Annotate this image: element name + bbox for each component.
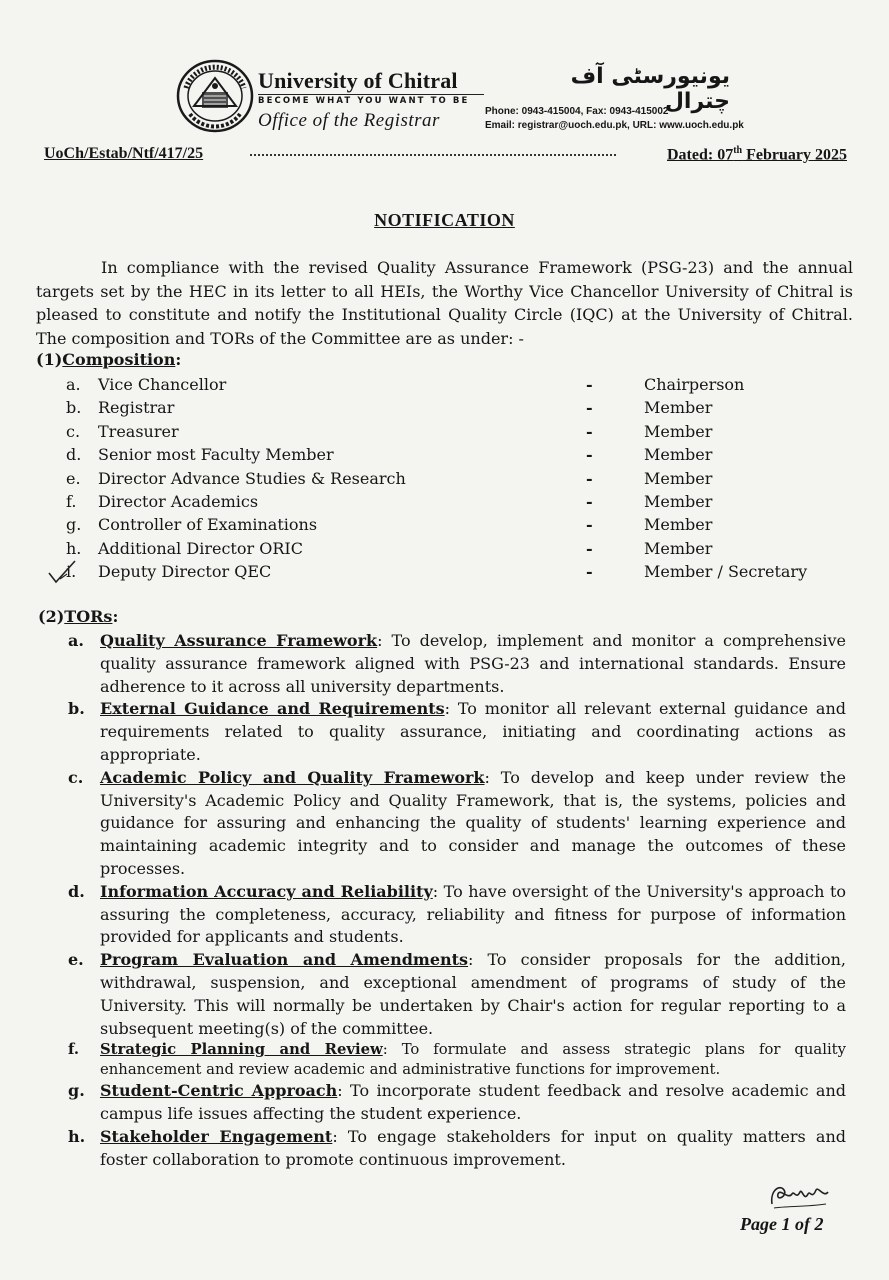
date-superscript: th xyxy=(733,145,743,156)
member-role: Additional Director ORIC xyxy=(98,538,303,558)
tor-letter: b. xyxy=(68,699,85,719)
composition-row xyxy=(66,513,856,536)
tor-letter: h. xyxy=(68,1126,86,1146)
date-suffix: February 2025 xyxy=(742,146,847,164)
tor-heading: Strategic Planning and Review xyxy=(100,1041,383,1059)
composition-row xyxy=(66,373,856,396)
member-dash: - xyxy=(586,398,593,418)
member-dash: - xyxy=(586,375,593,394)
member-letter: b. xyxy=(66,398,82,418)
member-position: Member xyxy=(644,445,713,465)
tor-text: : To develop, implement and monitor a comprehensive quality assurance framework aligned with PSG-23 and international standards. Ensure adherence to it across all university departments. xyxy=(100,631,846,696)
member-role: Controller of Examinations xyxy=(98,515,318,535)
tor-text: : To consider proposals for the addition, withdrawal, suspension, and exceptional amendment of programs of study of the University. This will normally be undertaken by Chair's action for regular reporting to a subsequent meeting(s) of the committee. xyxy=(100,950,846,1038)
tor-item xyxy=(68,949,846,1040)
member-dash: - xyxy=(586,468,593,488)
composition-row xyxy=(66,537,856,560)
tor-letter: c. xyxy=(68,767,84,787)
member-dash: - xyxy=(586,445,593,465)
member-letter: c. xyxy=(66,421,81,441)
tor-letter: e. xyxy=(68,950,84,970)
tor-item xyxy=(68,767,846,881)
tors-heading-text: TORs xyxy=(64,607,113,626)
member-dash: - xyxy=(586,562,593,582)
member-position: Member xyxy=(644,491,713,511)
composition-row xyxy=(66,443,856,466)
intro-paragraph: In compliance with the revised Quality Assurance Framework (PSG-23) and the annual targets set by the HEC in its letter to all HEIs, the Worthy Vice Chancellor University of Chitral is pleased to constitute and notify the Institutional Quality Circle (IQC) at the University of Chitral. The composition and TORs of the Committee are as under: - xyxy=(36,258,853,348)
tors-list xyxy=(68,630,846,1172)
tor-text: : To engage stakeholders for input on quality matters and foster collaboration to promote continuous improvement. xyxy=(100,1126,846,1169)
checkmark-icon xyxy=(47,559,77,585)
member-letter: i. xyxy=(66,562,77,582)
member-role: Vice Chancellor xyxy=(98,375,227,394)
university-tagline: BECOME WHAT YOU WANT TO BE xyxy=(258,96,470,106)
member-dash: - xyxy=(586,515,593,535)
tor-heading: Stakeholder Engagement xyxy=(100,1126,333,1146)
composition-number: (1) xyxy=(36,350,63,369)
composition-list xyxy=(66,373,856,584)
date-prefix: Dated: 07 xyxy=(667,146,734,164)
tor-letter: f. xyxy=(68,1041,79,1059)
tor-heading: Student-Centric Approach xyxy=(100,1081,338,1101)
member-role: Director Academics xyxy=(98,491,259,511)
handwritten-signature xyxy=(766,1180,832,1212)
tors-number: (2) xyxy=(38,607,65,626)
member-role: Senior most Faculty Member xyxy=(98,445,334,465)
member-letter: g. xyxy=(66,515,82,535)
tor-item xyxy=(68,881,846,949)
tor-letter: d. xyxy=(68,881,85,901)
tor-heading: Information Accuracy and Reliability xyxy=(100,881,433,901)
tors-heading-colon: : xyxy=(112,607,119,626)
member-dash: - xyxy=(586,538,593,558)
tor-letter: g. xyxy=(68,1081,85,1101)
tor-text: : To incorporate student feedback and resolve academic and campus life issues affecting the student experience. xyxy=(100,1081,847,1124)
tor-text: : To have oversight of the University's approach to assuring the completeness, accuracy, reliability and fitness for purpose of information provided for applicants and students. xyxy=(100,881,846,947)
composition-row xyxy=(66,396,856,419)
member-position: Member xyxy=(644,398,713,418)
tor-heading: Quality Assurance Framework xyxy=(100,631,378,650)
university-name-urdu: یونیورسٹی آف چترال xyxy=(570,64,730,114)
document-title: NOTIFICATION xyxy=(374,210,515,230)
tor-heading: Academic Policy and Quality Framework xyxy=(100,767,485,787)
letterhead-divider xyxy=(258,94,484,95)
dotted-leader xyxy=(250,154,616,156)
member-role: Director Advance Studies & Research xyxy=(98,468,406,488)
member-letter: h. xyxy=(66,538,82,558)
member-dash: - xyxy=(586,491,593,511)
page-number: Page 1 of 2 xyxy=(740,1214,824,1234)
composition-heading-text: Composition xyxy=(62,350,176,369)
tor-item xyxy=(68,698,846,766)
member-position: Member xyxy=(644,538,713,558)
tor-item xyxy=(68,1040,846,1080)
tor-letter: a. xyxy=(68,631,84,650)
contact-email: Email: registrar@uoch.edu.pk, URL: www.uoch.edu.pk xyxy=(485,120,744,131)
member-letter: d. xyxy=(66,445,82,465)
member-dash: - xyxy=(586,421,593,441)
member-position: Member / Secretary xyxy=(644,562,808,582)
tor-item xyxy=(68,1080,846,1126)
university-seal-logo xyxy=(176,58,254,134)
notification-date xyxy=(667,145,847,164)
member-position: Member xyxy=(644,421,713,441)
tor-text: : To develop and keep under review the University's Academic Policy and Quality Framework, that is, the systems, policies and guidance for assuring and enhancing the quality of students' learning experience and maintaining academic integrity and to consider and manage the outcomes of these processes. xyxy=(100,767,846,878)
member-position: Member xyxy=(644,468,713,488)
tors-heading xyxy=(38,607,118,626)
tor-item xyxy=(68,630,846,698)
member-role: Registrar xyxy=(98,398,175,418)
tor-heading: Program Evaluation and Amendments xyxy=(100,950,469,970)
member-role: Deputy Director QEC xyxy=(98,562,272,582)
composition-heading xyxy=(36,350,181,369)
member-position: Chairperson xyxy=(644,375,745,394)
composition-row xyxy=(66,467,856,490)
member-letter: a. xyxy=(66,375,81,394)
composition-row xyxy=(66,420,856,443)
member-role: Treasurer xyxy=(98,421,179,441)
member-letter: e. xyxy=(66,468,81,488)
tor-text: : To formulate and assess strategic plans for quality enhancement and review academic and administrative functions for improvement. xyxy=(100,1041,846,1079)
reference-number: UoCh/Estab/Ntf/417/25 xyxy=(44,145,204,162)
composition-heading-colon: : xyxy=(175,350,182,369)
university-name-english: University of Chitral xyxy=(258,68,458,93)
contact-phone: Phone: 0943-415004, Fax: 0943-415002 xyxy=(485,106,669,117)
tor-text: : To monitor all relevant external guidance and requirements related to quality assurance, initiating and coordinating actions as appropriate. xyxy=(100,699,846,764)
tor-item xyxy=(68,1126,846,1172)
tor-heading: External Guidance and Requirements xyxy=(100,699,445,719)
composition-row xyxy=(66,560,856,583)
office-name: Office of the Registrar xyxy=(258,110,440,131)
composition-row xyxy=(66,490,856,513)
member-letter: f. xyxy=(66,491,77,511)
member-position: Member xyxy=(644,515,713,535)
